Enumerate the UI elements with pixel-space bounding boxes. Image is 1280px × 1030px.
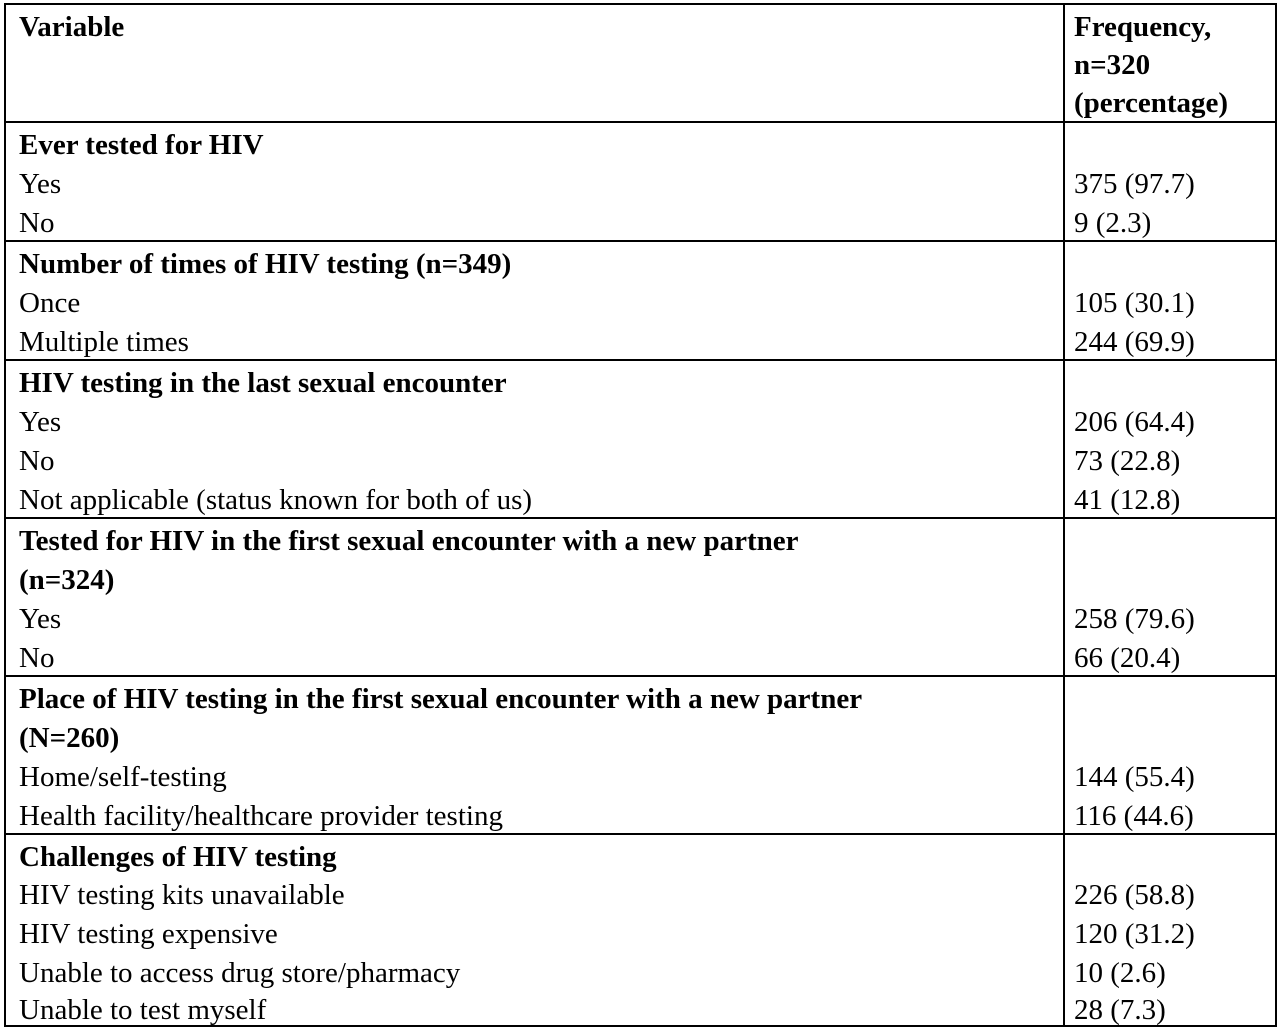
row-label: Unable to access drug store/pharmacy xyxy=(19,957,461,989)
row-label: Health facility/healthcare provider testing xyxy=(19,800,503,832)
row-label: HIV testing kits unavailable xyxy=(19,879,345,911)
row-label: Once xyxy=(19,287,81,319)
row-value: 206 (64.4) xyxy=(1074,406,1195,438)
row-label: Not applicable (status known for both of us) xyxy=(19,484,533,516)
row-label: Multiple times xyxy=(19,326,189,358)
section-title-ever-tested: Ever tested for HIV xyxy=(19,129,264,161)
section-title-first-encounter-n: (n=324) xyxy=(19,564,115,596)
section-divider xyxy=(6,240,1275,242)
row-label: Yes xyxy=(19,603,62,635)
section-divider xyxy=(6,675,1275,677)
row-label: Home/self-testing xyxy=(19,761,227,793)
row-value: 258 (79.6) xyxy=(1074,603,1195,635)
header-frequency-line-3: (percentage) xyxy=(1074,87,1229,119)
section-divider xyxy=(6,833,1275,835)
row-label: No xyxy=(19,642,55,674)
row-value: 9 (2.3) xyxy=(1074,207,1152,239)
row-label: Unable to test myself xyxy=(19,994,267,1026)
row-value: 105 (30.1) xyxy=(1074,287,1195,319)
header-variable: Variable xyxy=(19,11,125,43)
header-divider xyxy=(6,121,1275,123)
row-value: 244 (69.9) xyxy=(1074,326,1195,358)
hiv-testing-table xyxy=(4,3,1277,1027)
row-value: 66 (20.4) xyxy=(1074,642,1181,674)
row-value: 120 (31.2) xyxy=(1074,918,1195,950)
section-title-challenges: Challenges of HIV testing xyxy=(19,841,337,873)
row-value: 116 (44.6) xyxy=(1074,800,1194,832)
row-label: No xyxy=(19,445,55,477)
row-label: HIV testing expensive xyxy=(19,918,278,950)
section-title-place-of-testing: Place of HIV testing in the first sexual encounter with a new partner xyxy=(19,683,863,715)
header-frequency-line-1: Frequency, xyxy=(1074,11,1212,43)
section-divider xyxy=(6,359,1275,361)
row-value: 226 (58.8) xyxy=(1074,879,1195,911)
section-title-number-of-times: Number of times of HIV testing (n=349) xyxy=(19,248,512,280)
section-title-first-encounter: Tested for HIV in the first sexual encounter with a new partner xyxy=(19,525,799,557)
row-value: 41 (12.8) xyxy=(1074,484,1181,516)
row-value: 375 (97.7) xyxy=(1074,168,1195,200)
row-value: 144 (55.4) xyxy=(1074,761,1195,793)
row-value: 73 (22.8) xyxy=(1074,445,1181,477)
header-frequency xyxy=(1074,8,1228,122)
row-label: Yes xyxy=(19,406,62,438)
section-title-place-of-testing-n: (N=260) xyxy=(19,722,120,754)
section-title-last-encounter: HIV testing in the last sexual encounter xyxy=(19,367,507,399)
row-label: No xyxy=(19,207,55,239)
row-label: Yes xyxy=(19,168,62,200)
header-frequency-line-2: n=320 xyxy=(1074,49,1151,81)
column-divider xyxy=(1063,5,1065,1025)
row-value: 10 (2.6) xyxy=(1074,957,1166,989)
section-divider xyxy=(6,517,1275,519)
row-value: 28 (7.3) xyxy=(1074,994,1166,1026)
